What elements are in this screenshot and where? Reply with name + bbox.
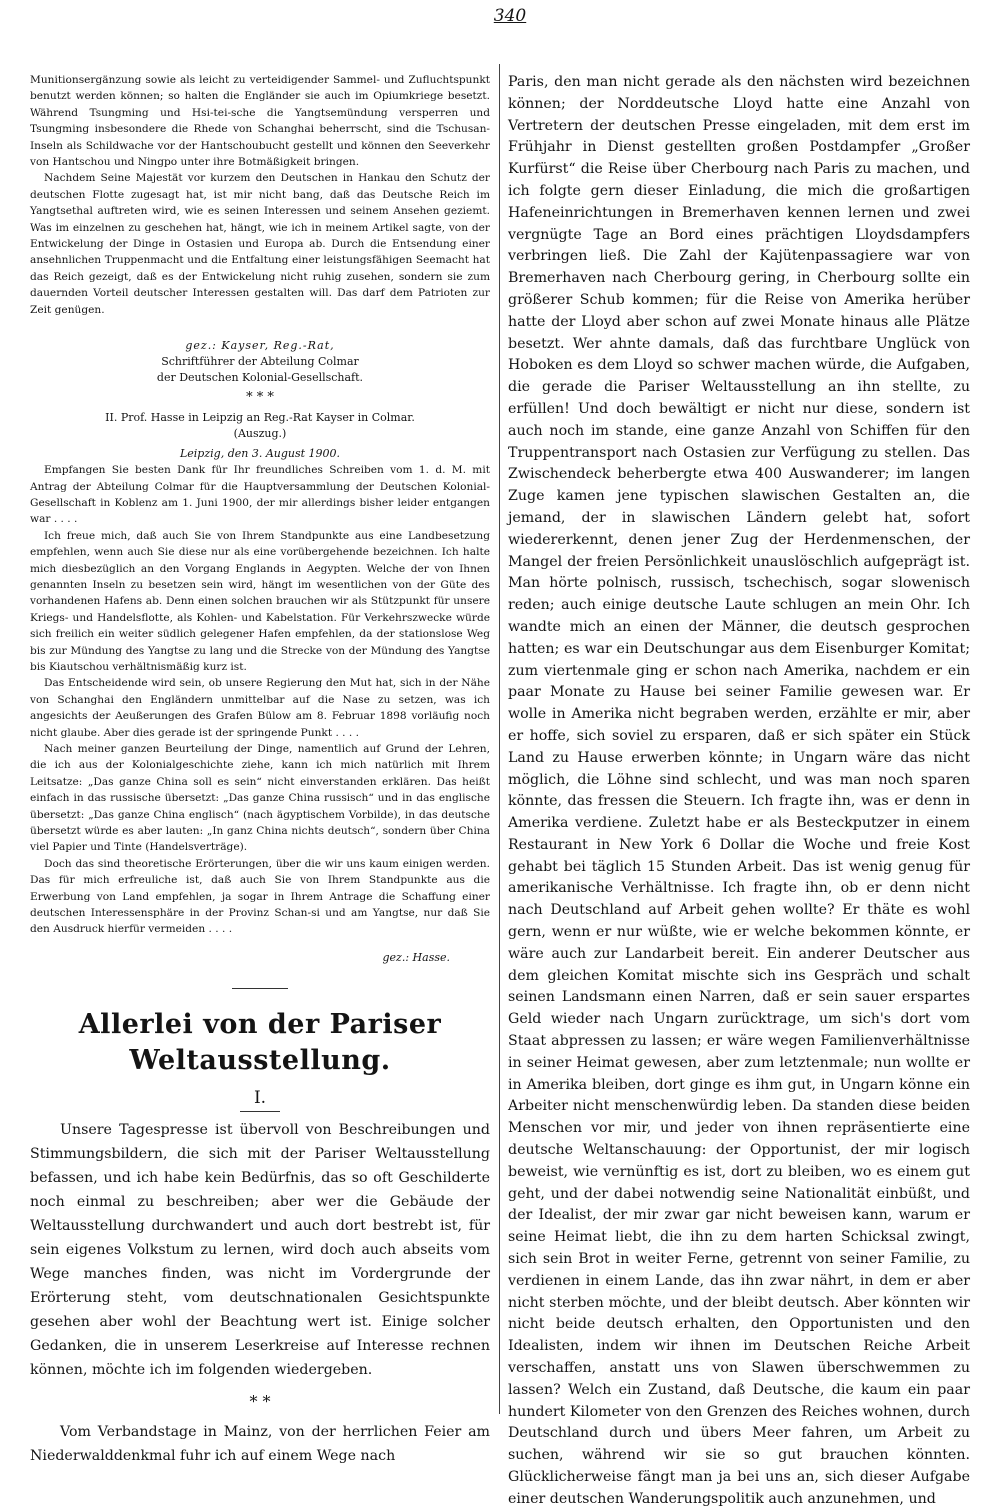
letter-subheading: (Auszug.) xyxy=(233,427,287,441)
letter-body xyxy=(30,462,490,938)
signature-organization: der Deutschen Kolonial-Gesellschaft. xyxy=(156,371,364,385)
signature-block xyxy=(30,338,490,386)
section-number: I. xyxy=(253,1087,267,1108)
letter-date: Leipzig, den 3. August 1900. xyxy=(179,447,341,461)
article-paragraph: Unsere Tagespresse ist übervoll von Beschreibungen und Stimmungsbildern, die sich mit der Pariser Weltausstellung befassen, und ich habe kein Bedürfnis, das so oft Geschilderte noch einmal zu beschreiben; aber wer die Gebäude der Weltausstellung durchwandert und auch dort bestrebt ist, für sein eigenes Volkstum zu lernen, wird doch auch abseits vom Wege manches finden, was nicht im Vordergrunde der Erörterung steht, vom deutschnationalen Gesichtspunkte gesehen aber wohl der Beachtung wert ist. Einige solcher Gedanken, die in unserem Leserkreise auf Interesse rechnen können, möchte ich im folgenden wiedergeben. xyxy=(30,1121,490,1378)
signature-role: Schriftführer der Abteilung Colmar xyxy=(161,355,359,369)
right-column xyxy=(508,72,970,1507)
section-separator-stars: * * * xyxy=(246,390,274,406)
section-rule xyxy=(232,988,288,989)
letter-heading: II. Prof. Hasse in Leipzig an Reg.-Rat Kayser in Colmar. xyxy=(105,411,415,425)
article-body xyxy=(30,1118,490,1382)
letter-paragraph: Das Entscheidende wird sein, ob unsere Regierung den Mut hat, sich in der Nähe von Schanghai den Engländern unmittelbar auf die Nase zu setzen, was ich angesichts der Aeußerungen des Grafen Bülow am 8. Februar 1898 vorläufig noch nicht glaube. Aber dies gerade ist der springende Punkt . . . . xyxy=(30,677,490,739)
article-continuation xyxy=(30,1420,490,1468)
article-paragraph: Vom Verbandstage in Mainz, von der herrlichen Feier am Niederwalddenkmal fuhr ich auf einem Wege nach xyxy=(30,1423,490,1464)
intro-paragraph: Nachdem Seine Majestät vor kurzem den Deutschen in Hankau den Schutz der deutschen Flotte zugesagt hat, ist mir nicht bang, daß das Deutsche Reich im Yangtsethal auftreten wird, wie es seinen Interessen und seinem Ansehen geziemt. Was im einzelnen zu geschehen hat, hängt, wie ich in meinem Artikel sagte, von der Entwickelung der Dinge in Ostasien und Europa ab. Durch die Entsendung einer ansehnlichen Truppenmacht und die Entfaltung einer leistungsfähigen Seemacht hat das Reich gezeigt, daß es der Entwickelung nicht ruhig zusehen, sondern sie zum dauernden Vorteil deutscher Interessen gestalten will. Das darf dem Patrioten zur Zeit genügen. xyxy=(30,172,490,316)
column-divider xyxy=(499,64,500,1414)
intro-paragraph: Munitionsergänzung sowie als leicht zu verteidigender Sammel- und Zufluchtspunkt benutzt werden können; so halten die Engländer sie auch im Opiumkriege besetzt. Während Tsungming und Hsi-tei-sche die Yangtsemündung versperren und Tsungming insbesondere die Rhede von Schanghai beherrscht, sind die Tschusan-Inseln als Schildwache vor der Hantschoubucht gestellt und können den Seeverkehr von Hantschou und Ningpo unter ihre Botmäßigkeit bringen. xyxy=(30,74,490,169)
signature-name: gez.: Kayser, Reg.-Rat, xyxy=(185,339,335,353)
letter-paragraph: Doch das sind theoretische Erörterungen, über die wir uns kaum einigen werden. Das für mich erfreuliche ist, daß auch Sie von Ihrem Standpunkte aus die Erwerbung von Land empfehlen, ja sogar in Ihrem Antrage die Schaffung einer deutschen Interessensphäre in der Provinz Schan-si und am Yangtse, nur daß Sie den Ausdruck hierfür vermeiden . . . . xyxy=(30,857,490,936)
left-column xyxy=(30,72,490,1464)
page-number: 340 xyxy=(493,6,527,26)
right-column-body xyxy=(508,72,970,1511)
intro-section xyxy=(30,72,490,318)
letter-paragraph: Ich freue mich, daß auch Sie von Ihrem Standpunkte aus eine Landbesetzung empfehlen, wenn auch Sie diese nur als eine vorübergehende bezeichnen. Ich halte mich diesbezüglich an den Vorgang Englands in Aegypten. Welche der von Ihnen genannten Inseln zu besetzen sein wird, hängt im wesentlichen von der Güte des vorhandenen Hafens ab. Denn einen solchen brauchen wir als Stützpunkt für unsere Kriegs- und Handelsflotte, als Kohlen- und Kabelstation. Für Verkehrszwecke würde sich freilich ein weiter südlich gelegener Hafen empfehlen, da der stationslose Weg bis zur Mündung des Yangtse zu lang und die Strecke von der Mündung des Yangtse bis Kiautschou verhältnismäßig kurz ist. xyxy=(30,529,490,673)
article-title: Allerlei von der Pariser Weltausstellung. xyxy=(78,1008,442,1076)
letter-paragraph: Nach meiner ganzen Beurteilung der Dinge, namentlich auf Grund der Lehren, die ich aus der Kolonialgeschichte ziehe, kann ich mich natürlich mit Ihrem Leitsatze: „Das ganze China soll es sein“ nicht einverstanden erklären. Das heißt einfach in das russische übersetzt: „Das ganze China russisch“ und in das englische übersetzt: „Das ganze China englisch“ (nach ägyptischem Vorbilde), in das deutsche übersetzt würde es aber lauten: „In ganz China nichts deutsch“, sondern über China viel Papier und Tinte (Handelsverträge). xyxy=(30,743,490,854)
article-separator-stars: * * xyxy=(249,1391,271,1411)
letter-closing-signature: gez.: Hasse. xyxy=(382,950,450,964)
article-paragraph: Paris, den man nicht gerade als den nächsten wird bezeichnen können; der Norddeutsche Lloyd hatte eine Anzahl von Vertretern der deutschen Presse eingeladen, mit dem erst im Frühjahr in Dienst gestellten großen Postdampfer „Großer Kurfürst“ die Reise über Cherbourg nach Paris zu machen, und ich folgte gern dieser Einladung, die mich die großartigen Hafeneinrichtungen in Bremerhaven kennen lernen und zwei vergnügte Tage an Bord eines prächtigen Lloydsdampfers verbringen ließ. Die Zahl der Kajütenpassagiere war von Bremerhaven nach Cherbourg gering, in Cherbourg sollte ein größerer Schub kommen; für die Reise von Amerika herüber hatte der Lloyd aber schon auf zwei Monate hinaus alle Plätze besetzt. Wer ahnte damals, daß das furchtbare Unglück von Hoboken es dem Lloyd so schwer machen würde, die Aufgaben, die gerade die Pariser Weltausstellung an ihn stellte, zu erfüllen! Und doch bewältigt er nicht nur diese, sondern ist auch noch im stande, eine ganze Anzahl von Schiffen für den Truppentransport nach Ostasien zur Verfügung zu stellen. Das Zwischendeck beherbergte etwa 400 Auswanderer; im langen Zuge kamen jene typischen slawischen Gestalten an, die jemand, der in slawischen Ländern gelebt hat, sofort wiedererkennt, denen jener Zug der Herdenmenschen, der Mangel der freien Persönlichkeit unauslöschlich aufgeprägt ist. Man hörte polnisch, russisch, tschechisch, sogar slowenisch reden; auch einige deutsche Laute schlugen an mein Ohr. Ich wandte mich an einen der Männer, die deutsch gesprochen hatten; es war ein Deutschungar aus dem Eisenburger Komitat; zum viertenmale ging er schon nach Amerika, nachdem er ein paar Monate zu Hause bei seiner Familie gewesen war. Er wolle in Amerika nicht begraben werden, erzählte er mir, aber er hoffe, sich soviel zu ersparen, daß er sich später ein Stück Land zu Hause erwerben könnte; in Ungarn wäre das nicht möglich, die Löhne sind schlecht, und was man noch sparen könnte, das fressen die Steuern. Ich fragte ihn, was er denn in Amerika verdiene. Zuletzt habe er als Besteckputzer in einem Restaurant in New York 6 Dollar die Woche und freie Kost gehabt bei täglich 15 Stunden Arbeit. Das ist wenig genug für amerikanische Verhältnisse. Ich fragte ihn, ob er denn nicht nach Deutschland auf Arbeit gehen wollte? Er thäte es wohl gern, wenn er nur wüßte, wie er welche bekommen könnte, er wäre auch zur Landarbeit bereit. Ein anderer Deutscher aus dem gleichen Komitat mischte sich ins Gespräch und schalt seinen Landsmann einen Narren, daß er sein sauer erspartes Geld wieder nach Ungarn zurücktrage, um sich's dort vom Staat abpressen zu lassen; er wäre wegen Familienverhältnisse in seiner Heimat gewesen, aber zum letztenmale; nun wollte er in Amerika bleiben, dort ginge es ihm gut, in Ungarn könne ein Arbeiter nicht menschenwürdig leben. Da standen diese beiden Menschen vor mir, und jeder von ihnen repräsentierte eine deutsche Weltanschauung: der Opportunist, der mir logisch beweist, wie vernünftig es ist, dort zu bleiben, wo es einem gut geht, und der dabei notwendig seine Nationalität einbüßt, und der Idealist, der mir zwar gar nicht beweisen kann, warum er seine Heimat liebt, die ihn zu dem harten Schicksal zwingt, sich sein Brot in weiter Ferne, getrennt von seiner Familie, zu verdienen in einem Lande, das ihn zwar nährt, in dem er aber nicht sterben möchte, und der bleibt deutsch. Aber könnten wir nicht beide deutsch erhalten, den Opportunisten und den Idealisten, indem wir ihnen im Deutschen Reiche Arbeit verschaffen, anstatt uns von Slawen überschwemmen zu lassen? Welch ein Zustand, daß Deutsche, die kaum ein paar hundert Kilometer von den Grenzen des Reiches wohnen, durch Deutschland durch und übers Meer fahren, um Arbeit zu suchen, während wir sie so gut brauchen könnten. Glücklicherweise fängt man ja bei uns an, sich dieser Aufgabe einer deutschen Wanderungspolitik auch anzunehmen, und xyxy=(508,74,970,1507)
section-number-rule xyxy=(240,1111,280,1112)
letter-paragraph: Empfangen Sie besten Dank für Ihr freundliches Schreiben vom 1. d. M. mit Antrag der Abteilung Colmar für die Hauptversammlung der Deutschen Kolonial-Gesellschaft in Koblenz am 1. Juni 1900, der mir allerdings bisher leider entgangen war . . . . xyxy=(30,464,490,526)
